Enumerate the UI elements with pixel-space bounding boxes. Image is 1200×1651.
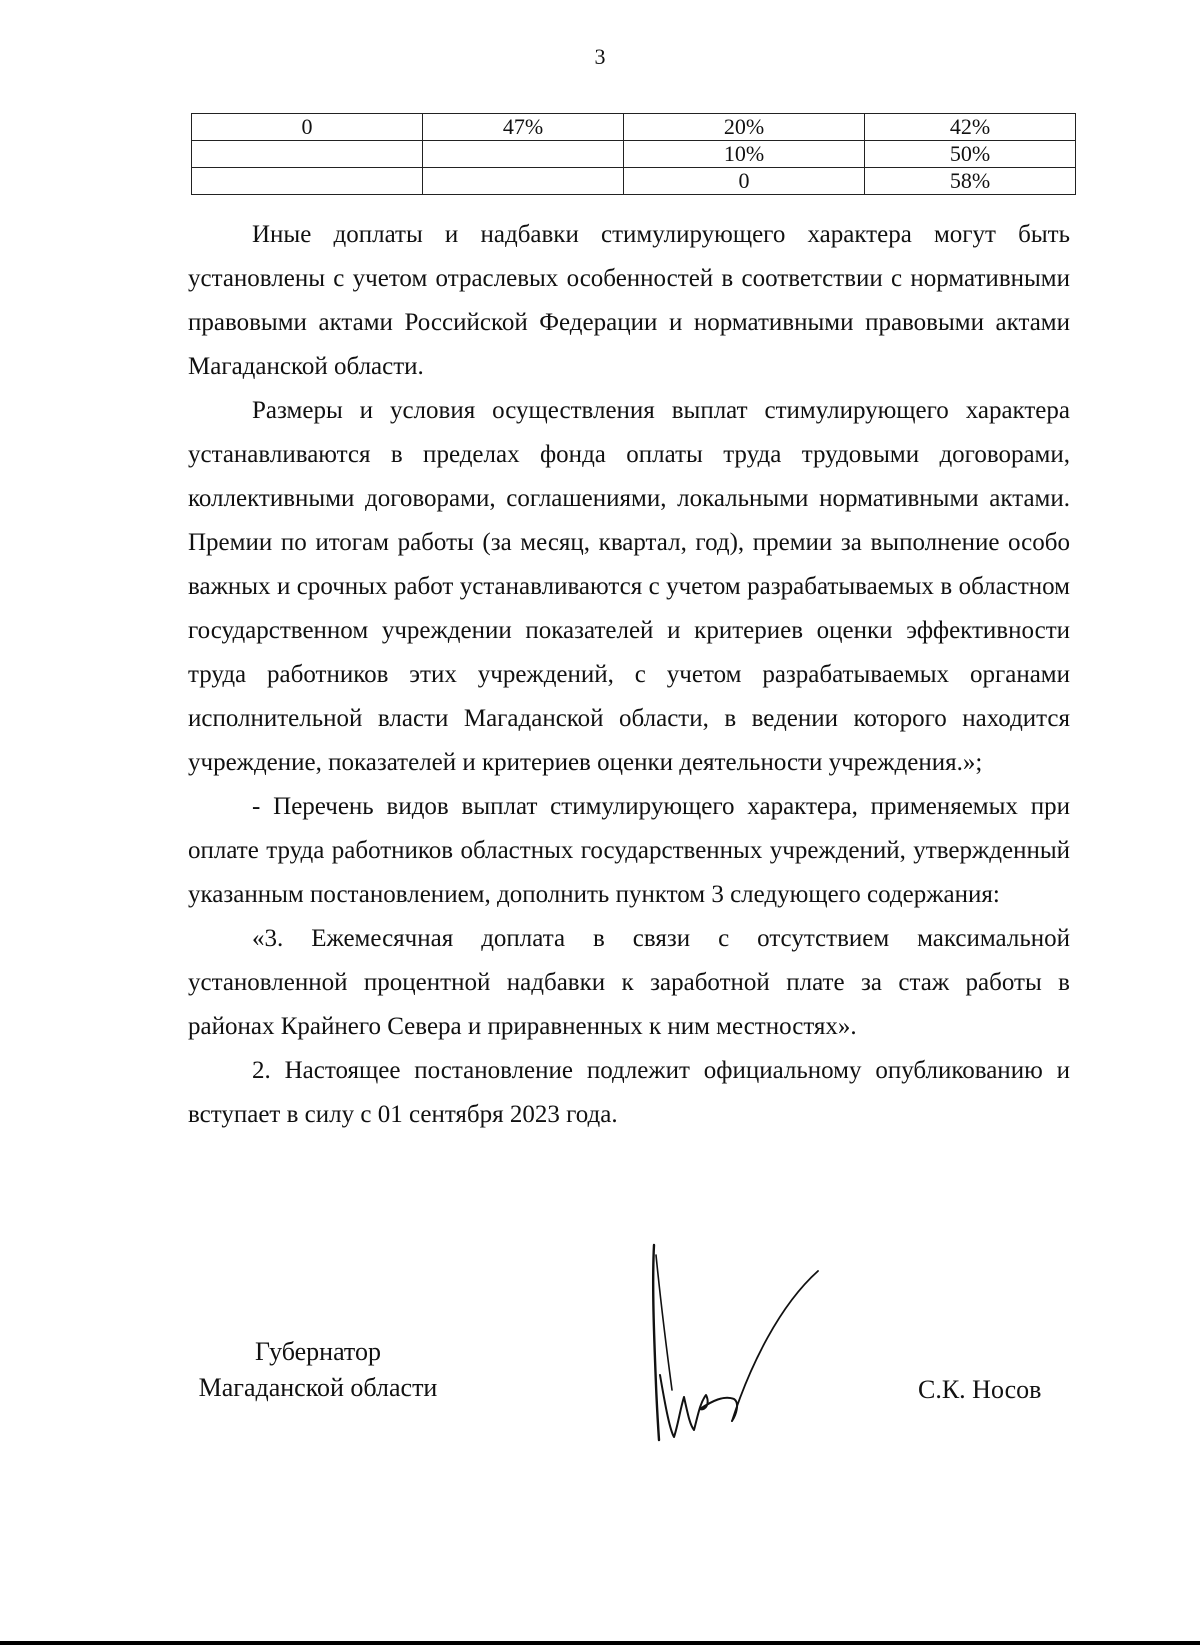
table-cell: 47% bbox=[423, 114, 624, 141]
table-cell: 0 bbox=[624, 168, 865, 195]
governor-region-line: Магаданской области bbox=[198, 1373, 438, 1402]
table-cell bbox=[423, 168, 624, 195]
page-number: 3 bbox=[594, 44, 606, 69]
paragraph-list-amendment: - Перечень видов выплат стимулирующего характера, применяемых при оплате труда работников областных государственных учреждений, утвержденный указанным постановлением, дополнить пунктом 3 следующего содержания: bbox=[188, 793, 1070, 908]
page-bottom-rule bbox=[0, 1641, 1200, 1645]
paragraph-other-payments: Иные доплаты и надбавки стимулирующего характера могут быть установлены с учетом отраслевых особенностей в соответствии с нормативными правовыми актами Российской Федерации и нормативными правовыми актами Магаданской области. bbox=[188, 221, 1070, 380]
paragraph-item-3: «3. Ежемесячная доплата в связи с отсутствием максимальной установленной процентной надбавки к заработной плате за стаж работы в районах Крайнего Севера и приравненных к ним местностях». bbox=[188, 925, 1070, 1040]
handwritten-signature bbox=[640, 1225, 880, 1445]
table-cell: 10% bbox=[624, 141, 865, 168]
table-cell bbox=[192, 168, 423, 195]
table-cell: 20% bbox=[624, 114, 865, 141]
paragraph-incentive-conditions: Размеры и условия осуществления выплат стимулирующего характера устанавливаются в пределах фонда оплаты труда трудовыми договорами, коллективными договорами, соглашениями, локальными нормативными актами. Премии по итогам работы (за месяц, квартал, год), премии за выполнение особо важных и срочных работ устанавливаются с учетом разрабатываемых в областном государственном учреждении показателей и критериев оценки эффективности труда работников этих учреждений, с учетом разрабатываемых органами исполнительной власти Магаданской области, в ведении которого находится учреждение, показателей и критериев оценки деятельности учреждения.»; bbox=[188, 397, 1070, 776]
table-cell: 50% bbox=[865, 141, 1076, 168]
table-cell: 42% bbox=[865, 114, 1076, 141]
governor-title bbox=[183, 1334, 453, 1406]
rates-table bbox=[191, 113, 1076, 195]
table-row bbox=[192, 168, 1076, 195]
document-body bbox=[188, 213, 1070, 1137]
table-row bbox=[192, 114, 1076, 141]
table-cell bbox=[423, 141, 624, 168]
table-cell bbox=[192, 141, 423, 168]
paragraph-publication: 2. Настоящее постановление подлежит официальному опубликованию и вступает в силу с 01 сентября 2023 года. bbox=[188, 1057, 1070, 1128]
table-cell: 58% bbox=[865, 168, 1076, 195]
table-cell: 0 bbox=[192, 114, 423, 141]
governor-title-line: Губернатор bbox=[255, 1337, 381, 1366]
table-row bbox=[192, 141, 1076, 168]
governor-name: С.К. Носов bbox=[918, 1375, 1042, 1404]
